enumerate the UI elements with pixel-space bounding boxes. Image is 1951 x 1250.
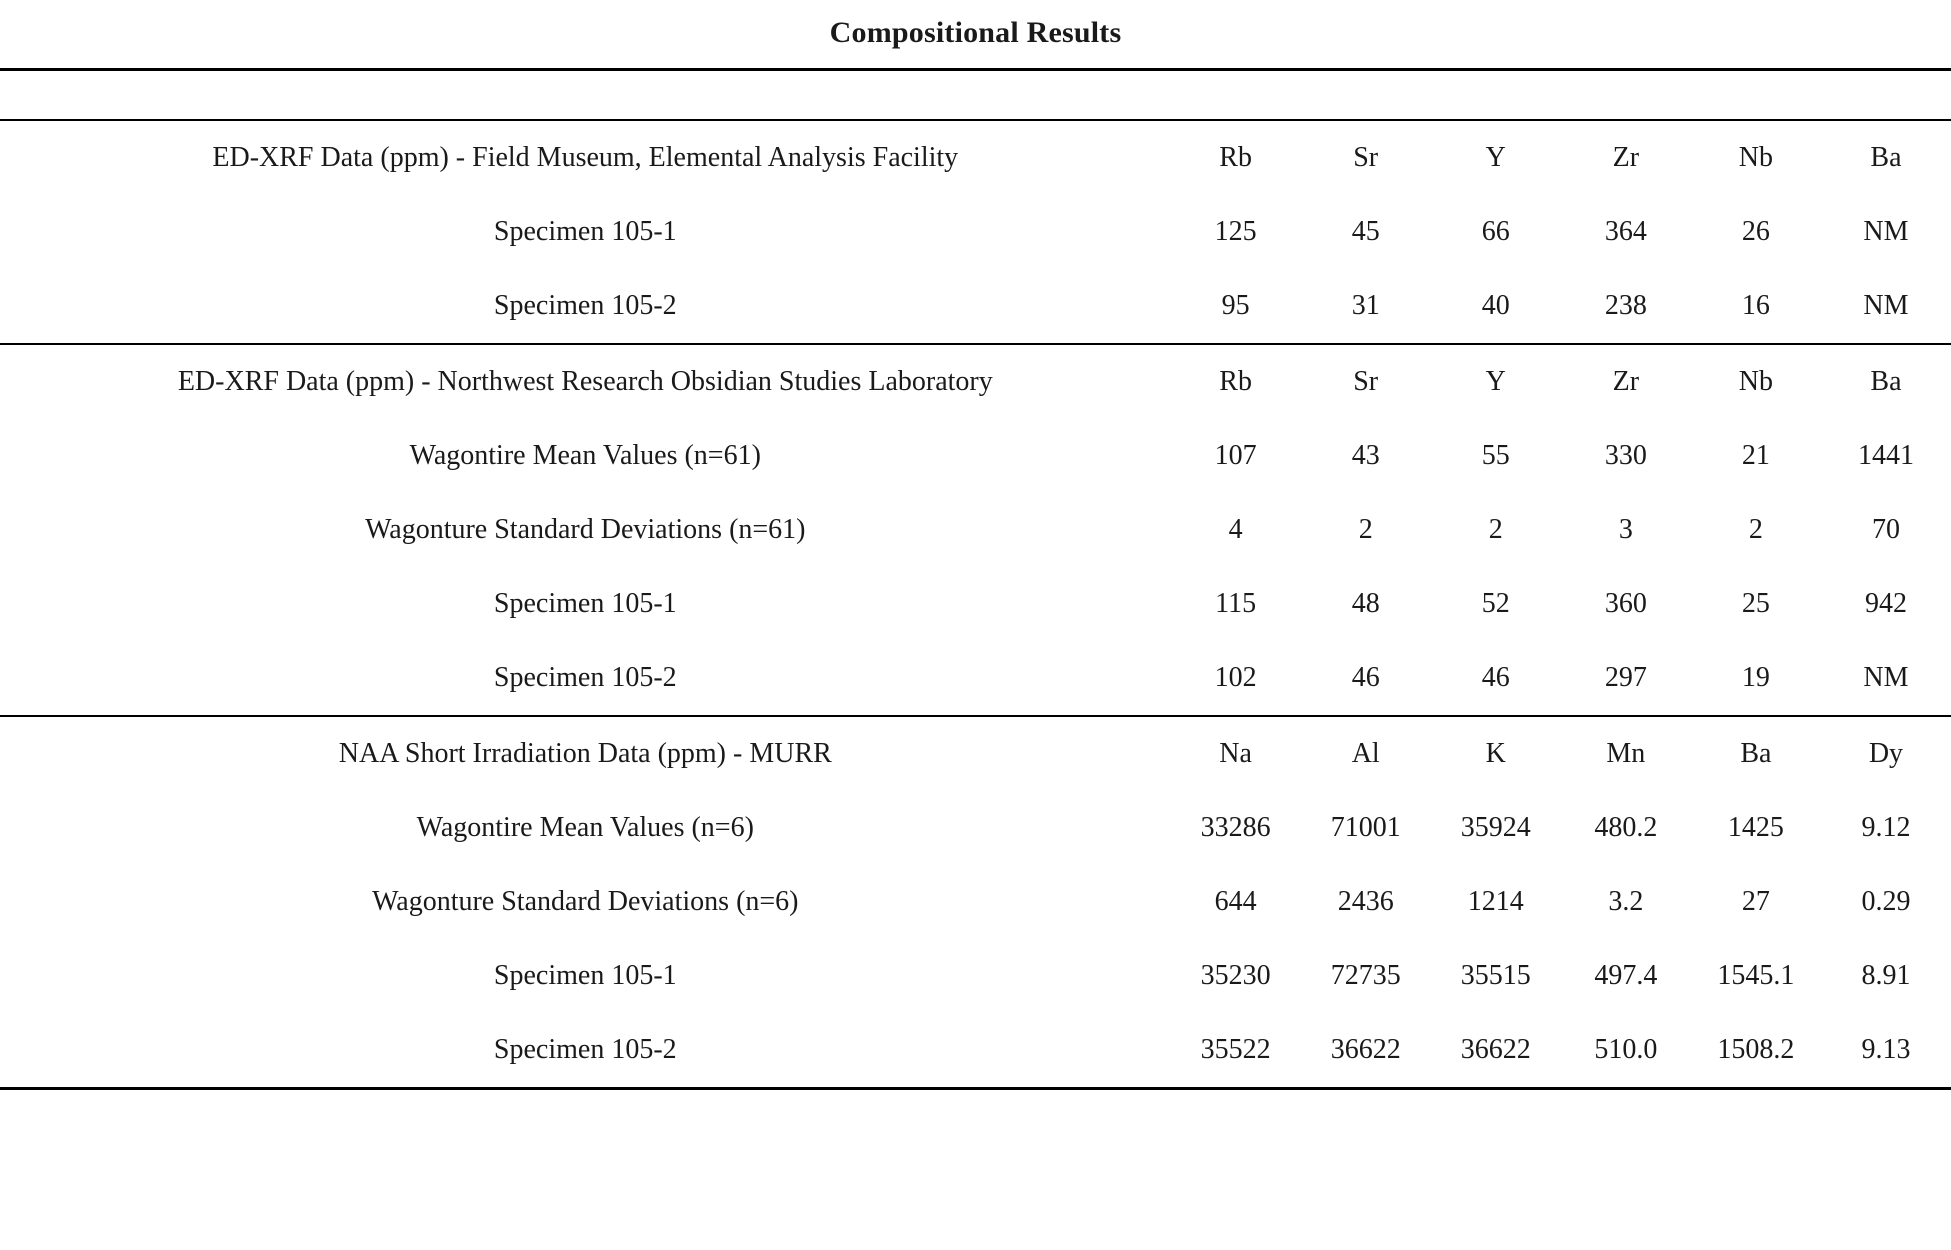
row-value: 43 <box>1351 440 1380 471</box>
spacer-cell <box>1301 70 1431 121</box>
table-row <box>0 939 1951 1013</box>
row-value: 1508.2 <box>1717 1034 1795 1065</box>
row-label: Wagontire Mean Values (n=61) <box>409 440 761 471</box>
row-value: 26 <box>1741 216 1770 247</box>
row-value: 1441 <box>1857 440 1914 471</box>
row-value: 3 <box>1618 514 1633 545</box>
row-value: 35522 <box>1200 1034 1271 1065</box>
row-value: 9.13 <box>1861 1034 1911 1065</box>
table-row <box>0 567 1951 641</box>
row-value: 297 <box>1604 662 1647 693</box>
row-value: 4 <box>1228 514 1243 545</box>
row-value: 46 <box>1481 662 1510 693</box>
spacer-cell <box>1431 1089 1561 1091</box>
row-value: 55 <box>1481 440 1510 471</box>
spacer-cell <box>0 1089 1171 1091</box>
row-value: 40 <box>1481 290 1510 321</box>
row-value: NM <box>1863 290 1909 321</box>
row-label: Specimen 105-1 <box>493 960 677 991</box>
row-value: 102 <box>1214 662 1257 693</box>
row-value: 45 <box>1351 216 1380 247</box>
column-header: Al <box>1301 716 1431 791</box>
column-header: Zr <box>1561 120 1691 195</box>
row-label: Specimen 105-2 <box>493 662 677 693</box>
row-value: 510.0 <box>1594 1034 1658 1065</box>
table-row <box>0 419 1951 493</box>
column-header: Sr <box>1301 120 1431 195</box>
row-value: 52 <box>1481 588 1510 619</box>
row-value: NM <box>1863 662 1909 693</box>
row-value: 480.2 <box>1594 812 1658 843</box>
column-header: Y <box>1431 344 1561 419</box>
table-row <box>0 195 1951 269</box>
spacer-cell <box>0 70 1171 121</box>
row-value: 1545.1 <box>1717 960 1795 991</box>
row-value: 95 <box>1221 290 1250 321</box>
spacer-cell <box>1691 1089 1821 1091</box>
spacer-cell <box>1691 70 1821 121</box>
table-row <box>0 493 1951 567</box>
row-value: 644 <box>1214 886 1257 917</box>
spacer-cell <box>1821 1089 1951 1091</box>
table-row <box>0 791 1951 865</box>
column-header: Mn <box>1561 716 1691 791</box>
row-value: 942 <box>1864 588 1907 619</box>
row-value: 33286 <box>1200 812 1271 843</box>
row-value: 21 <box>1741 440 1770 471</box>
row-label: Wagonture Standard Deviations (n=61) <box>365 514 806 545</box>
spacer-cell <box>1171 1089 1301 1091</box>
table-row <box>0 269 1951 344</box>
section-header-label: ED-XRF Data (ppm) - Field Museum, Elemental Analysis Facility <box>0 120 1171 195</box>
row-label: Specimen 105-2 <box>493 1034 677 1065</box>
column-header: Rb <box>1171 120 1301 195</box>
row-value: 360 <box>1604 588 1647 619</box>
table-top-rule <box>0 70 1951 121</box>
spacer-cell <box>1171 70 1301 121</box>
spacer-cell <box>1561 70 1691 121</box>
row-label: Specimen 105-2 <box>493 290 677 321</box>
section-header-row <box>0 716 1951 791</box>
row-value: 66 <box>1481 216 1510 247</box>
row-value: 497.4 <box>1594 960 1658 991</box>
spacer-cell <box>1561 1089 1691 1091</box>
row-label: Wagonture Standard Deviations (n=6) <box>372 886 799 917</box>
row-value: 19 <box>1741 662 1770 693</box>
column-header: Rb <box>1171 344 1301 419</box>
row-value: 330 <box>1604 440 1647 471</box>
row-value: 48 <box>1351 588 1380 619</box>
row-value: 36622 <box>1330 1034 1401 1065</box>
row-value: 70 <box>1871 514 1900 545</box>
row-value: 71001 <box>1330 812 1401 843</box>
row-value: 238 <box>1604 290 1647 321</box>
row-value: 2 <box>1488 514 1503 545</box>
row-value: 1425 <box>1727 812 1784 843</box>
row-label: Specimen 105-1 <box>493 216 677 247</box>
row-value: 1214 <box>1467 886 1524 917</box>
row-value: 9.12 <box>1861 812 1911 843</box>
row-value: 107 <box>1214 440 1257 471</box>
column-header: Ba <box>1691 716 1821 791</box>
row-value: 3.2 <box>1608 886 1644 917</box>
row-value: 31 <box>1351 290 1380 321</box>
row-value: 364 <box>1604 216 1647 247</box>
table-row <box>0 865 1951 939</box>
row-value: 16 <box>1741 290 1770 321</box>
row-value: 46 <box>1351 662 1380 693</box>
column-header: K <box>1431 716 1561 791</box>
row-value: 2 <box>1748 514 1763 545</box>
column-header: Ba <box>1821 344 1951 419</box>
row-label: Specimen 105-1 <box>493 588 677 619</box>
column-header: Na <box>1171 716 1301 791</box>
compositional-results-table <box>0 68 1951 1090</box>
section-header-label: NAA Short Irradiation Data (ppm) - MURR <box>0 716 1171 791</box>
table-row <box>0 641 1951 716</box>
row-value: 0.29 <box>1861 886 1911 917</box>
spacer-cell <box>1301 1089 1431 1091</box>
section-header-label: ED-XRF Data (ppm) - Northwest Research Obsidian Studies Laboratory <box>0 344 1171 419</box>
row-value: 36622 <box>1460 1034 1531 1065</box>
row-value: 72735 <box>1330 960 1401 991</box>
row-value: 8.91 <box>1861 960 1911 991</box>
row-value: 27 <box>1741 886 1770 917</box>
column-header: Sr <box>1301 344 1431 419</box>
row-value: NM <box>1863 216 1909 247</box>
column-header: Zr <box>1561 344 1691 419</box>
spacer-cell <box>1431 70 1561 121</box>
row-value: 2 <box>1358 514 1373 545</box>
row-value: 35230 <box>1200 960 1271 991</box>
row-label: Wagontire Mean Values (n=6) <box>416 812 754 843</box>
column-header: Nb <box>1691 344 1821 419</box>
column-header: Nb <box>1691 120 1821 195</box>
column-header: Y <box>1431 120 1561 195</box>
row-value: 115 <box>1215 588 1257 619</box>
row-value: 35924 <box>1460 812 1531 843</box>
column-header: Ba <box>1821 120 1951 195</box>
spacer-cell <box>1821 70 1951 121</box>
section-header-row <box>0 344 1951 419</box>
table-bottom-rule <box>0 1089 1951 1091</box>
row-value: 35515 <box>1460 960 1531 991</box>
row-value: 25 <box>1741 588 1770 619</box>
page-title: Compositional Results <box>829 16 1122 49</box>
row-value: 125 <box>1214 216 1257 247</box>
section-header-row <box>0 120 1951 195</box>
column-header: Dy <box>1821 716 1951 791</box>
table-row <box>0 1013 1951 1089</box>
row-value: 2436 <box>1337 886 1394 917</box>
